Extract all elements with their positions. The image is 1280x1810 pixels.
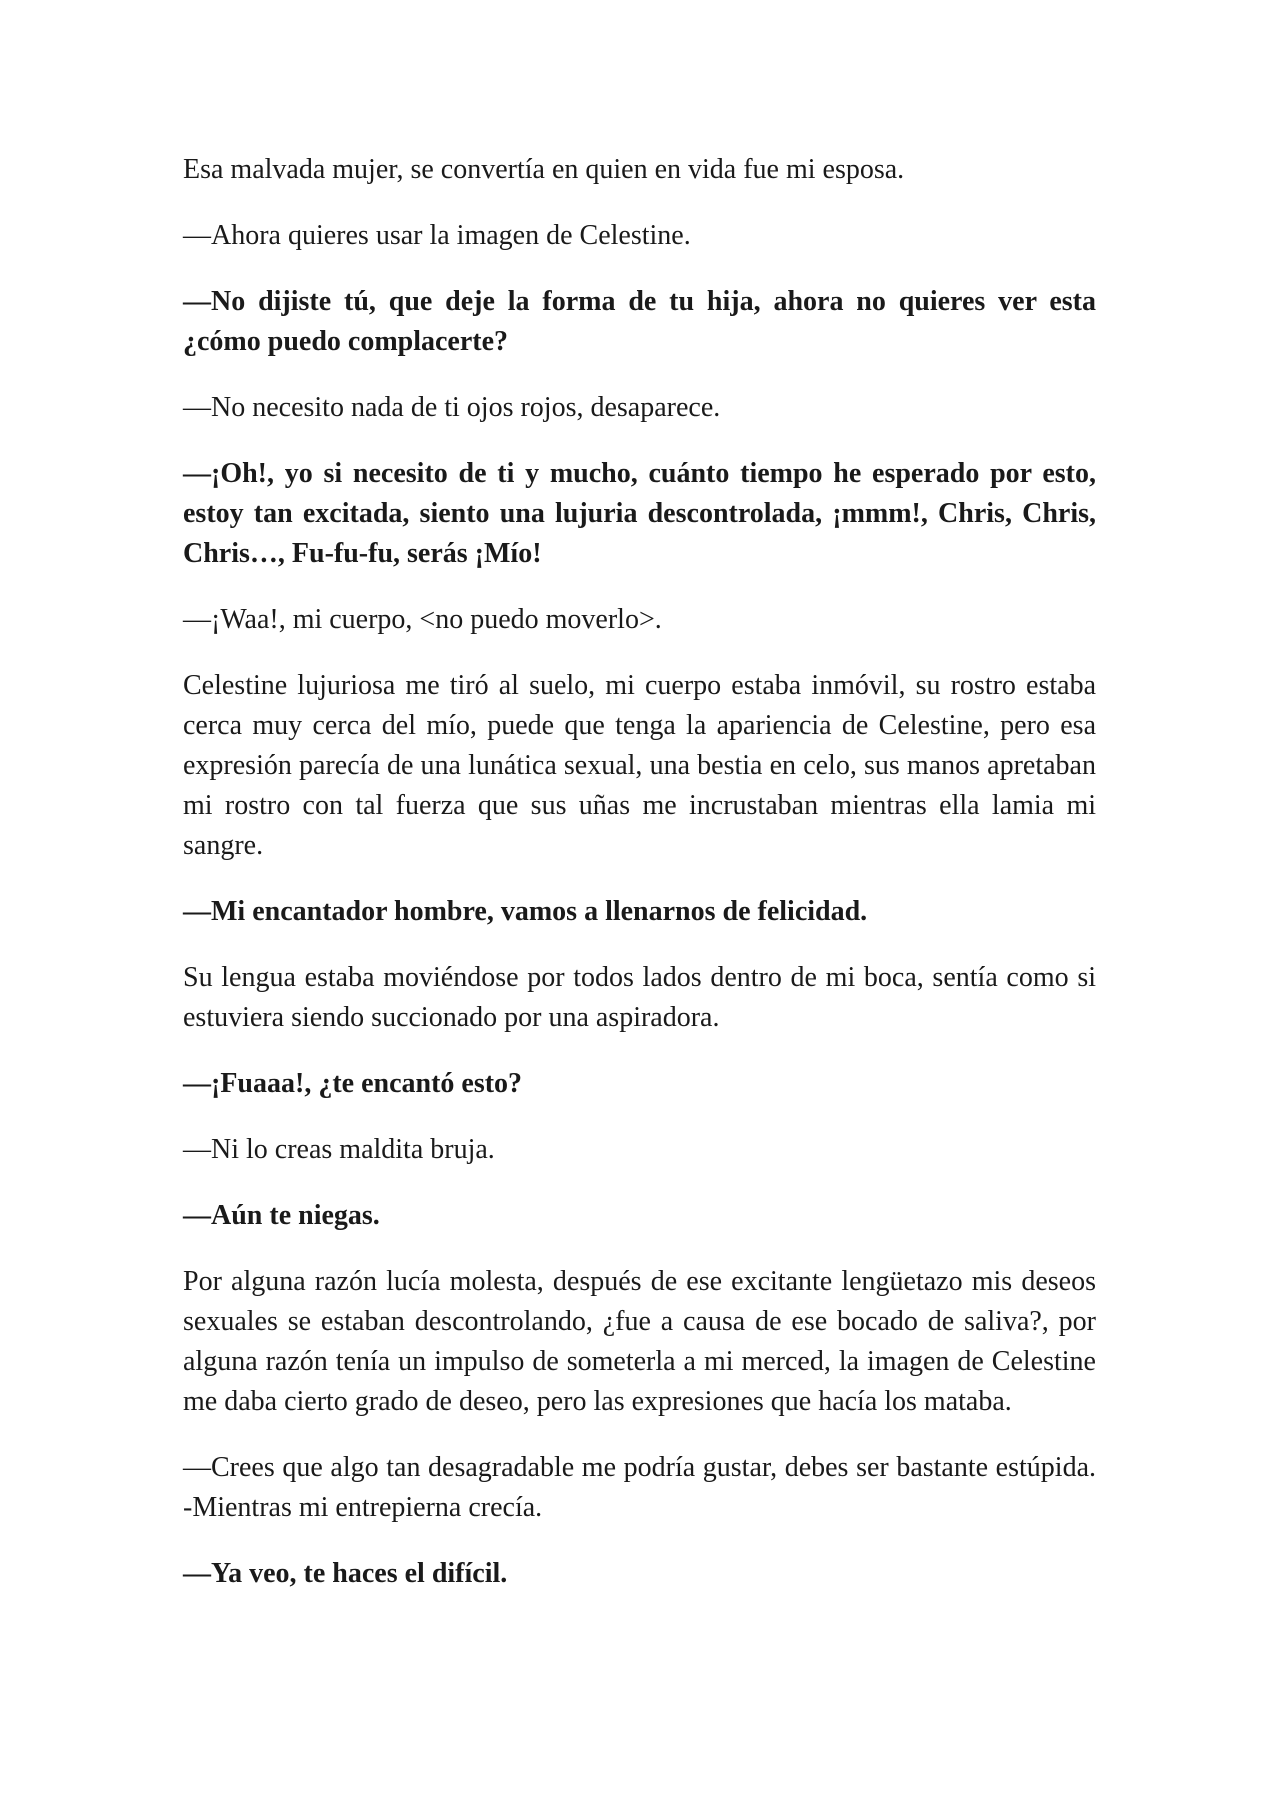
paragraph-dialogue-bold: —¡Oh!, yo si necesito de ti y mucho, cuánto tiempo he esperado por esto, estoy tan excitada, siento una lujuria descontrolada, ¡mmm!, Chris, Chris, Chris…, Fu-fu-fu, serás ¡Mío! bbox=[183, 458, 1096, 569]
paragraph-dialogue-bold: —Ya veo, te haces el difícil. bbox=[183, 1558, 508, 1589]
paragraph-dialogue: —Crees que algo tan desagradable me podría gustar, debes ser bastante estúpida. -Mientras mi entrepierna crecía. bbox=[183, 1452, 1096, 1523]
body-text bbox=[183, 150, 1096, 1620]
paragraph-narration: Su lengua estaba moviéndose por todos lados dentro de mi boca, sentía como si estuviera siendo succionado por una aspiradora. bbox=[183, 962, 1096, 1033]
paragraph-dialogue: —Ahora quieres usar la imagen de Celestine. bbox=[183, 220, 691, 251]
paragraph-narration: Celestine lujuriosa me tiró al suelo, mi cuerpo estaba inmóvil, su rostro estaba cerca muy cerca del mío, puede que tenga la apariencia de Celestine, pero esa expresión parecía de una lunática sexual, una bestia en celo, sus manos apretaban mi rostro con tal fuerza que sus uñas me incrustaban mientras ella lamia mi sangre. bbox=[183, 670, 1096, 861]
paragraph-dialogue-bold: —Mi encantador hombre, vamos a llenarnos de felicidad. bbox=[183, 896, 868, 927]
paragraph-dialogue-bold: —No dijiste tú, que deje la forma de tu hija, ahora no quieres ver esta ¿cómo puedo complacerte? bbox=[183, 286, 1096, 357]
paragraph-dialogue: —No necesito nada de ti ojos rojos, desaparece. bbox=[183, 392, 721, 423]
paragraph-dialogue: —¡Waa!, mi cuerpo, <no puedo moverlo>. bbox=[183, 604, 662, 635]
paragraph-dialogue-bold: —¡Fuaaa!, ¿te encantó esto? bbox=[183, 1068, 523, 1099]
paragraph-narration: Esa malvada mujer, se convertía en quien en vida fue mi esposa. bbox=[183, 154, 905, 185]
paragraph-dialogue: —Ni lo creas maldita bruja. bbox=[183, 1134, 495, 1165]
paragraph-narration: Por alguna razón lucía molesta, después de ese excitante lengüetazo mis deseos sexuales se estaban descontrolando, ¿fue a causa de ese bocado de saliva?, por alguna razón tenía un impulso de someterla a mi merced, la imagen de Celestine me daba cierto grado de deseo, pero las expresiones que hacía los mataba. bbox=[183, 1266, 1096, 1417]
paragraph-dialogue-bold: —Aún te niegas. bbox=[183, 1200, 380, 1231]
